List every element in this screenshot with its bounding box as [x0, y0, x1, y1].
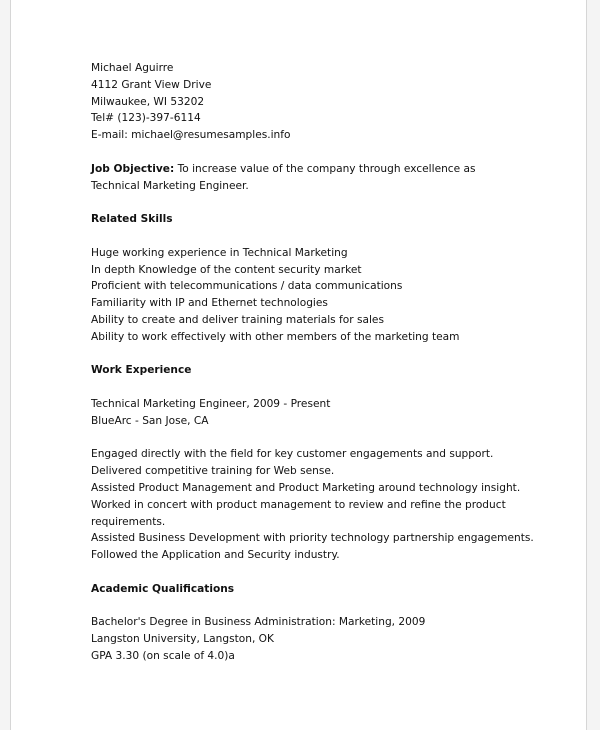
- contact-email: E-mail: michael@resumesamples.info: [91, 129, 291, 142]
- skill-item: Ability to create and deliver training materials for sales: [91, 313, 384, 326]
- skill-item: Proficient with telecommunications / data communications: [91, 280, 403, 293]
- duty-item: Engaged directly with the field for key customer engagements and support.: [91, 448, 494, 461]
- job-objective-label: Job Objective:: [91, 162, 175, 175]
- duty-item: Worked in concert with product management to review and refine the product requirements.: [91, 498, 506, 528]
- resume-body: [91, 60, 534, 665]
- related-skills-heading: Related Skills: [91, 213, 173, 226]
- job-objective-text: To increase value of the company through excellence as Technical Marketing Engineer.: [91, 162, 476, 192]
- education-gpa: GPA 3.30 (on scale of 4.0)a: [91, 649, 235, 662]
- job-company: BlueArc - San Jose, CA: [91, 414, 209, 427]
- duty-item: Assisted Product Management and Product Marketing around technology insight.: [91, 481, 521, 494]
- job-objective: [91, 161, 521, 195]
- work-experience-heading: Work Experience: [91, 364, 192, 377]
- skill-item: Huge working experience in Technical Marketing: [91, 246, 348, 259]
- duties-list: [91, 446, 534, 564]
- skills-list: [91, 245, 531, 346]
- document-page: [10, 0, 587, 730]
- education-school: Langston University, Langston, OK: [91, 633, 274, 646]
- duty-item: Assisted Business Development with priority technology partnership engagements.: [91, 532, 534, 545]
- job-title: Technical Marketing Engineer, 2009 - Present: [91, 397, 331, 410]
- contact-name: Michael Aguirre: [91, 62, 174, 74]
- contact-city: Milwaukee, WI 53202: [91, 95, 205, 108]
- skill-item: Ability to work effectively with other members of the marketing team: [91, 330, 460, 343]
- duty-item: Followed the Application and Security industry.: [91, 549, 340, 562]
- academic-qualifications-heading: Academic Qualifications: [91, 582, 235, 595]
- skill-item: Familiarity with IP and Ethernet technologies: [91, 297, 328, 310]
- duty-item: Delivered competitive training for Web sense.: [91, 465, 335, 478]
- education-degree: Bachelor's Degree in Business Administration: Marketing, 2009: [91, 616, 426, 629]
- contact-block: [91, 60, 531, 144]
- contact-address: 4112 Grant View Drive: [91, 78, 212, 91]
- skill-item: In depth Knowledge of the content security market: [91, 263, 362, 276]
- contact-phone: Tel# (123)-397-6114: [91, 112, 201, 125]
